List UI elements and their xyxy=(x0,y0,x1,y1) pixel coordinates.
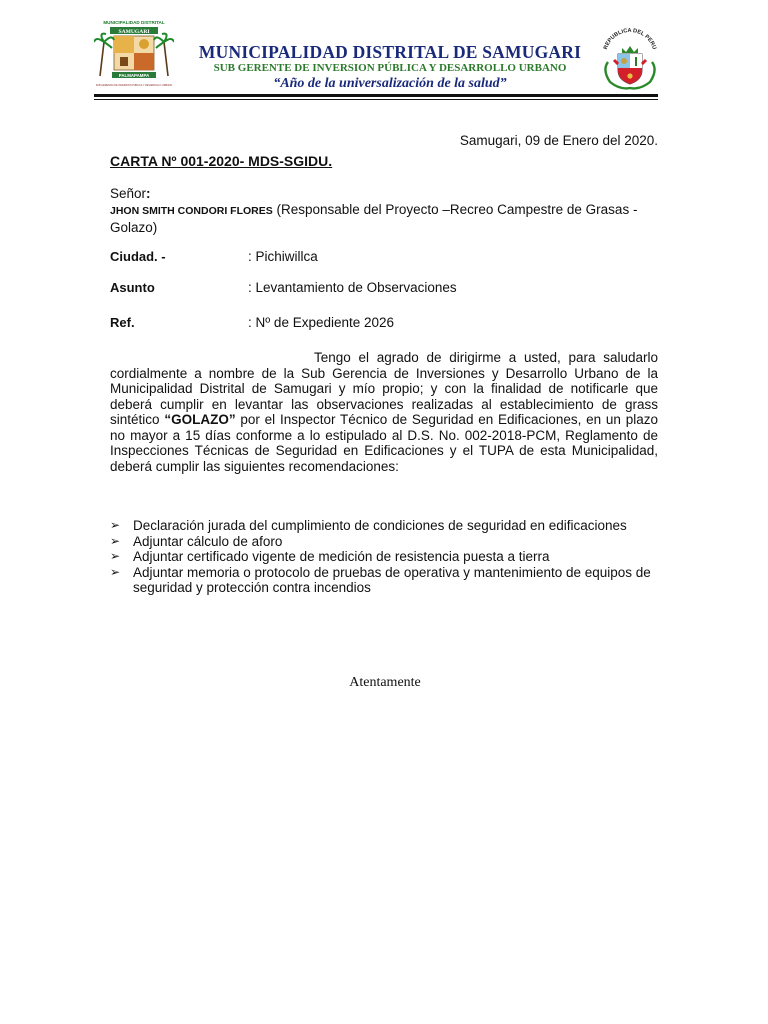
field-label-ref: Ref. xyxy=(110,315,135,330)
body-text-part1: Tengo el agrado de dirigirme a usted, para saludarlo cordialmente a nombre de la Sub Gerencia de Inversiones y Desarrollo Urbano de la Municipalidad Distrital de Samugari y mío propio; y con la finalidad de notificarle que deberá cumplir en levantar las observaciones realizadas al establecimiento de grass sintético xyxy=(110,350,658,427)
field-value-ref: : Nº de Expediente 2026 xyxy=(248,315,395,330)
list-item-text: Adjuntar cálculo de aforo xyxy=(133,533,283,549)
recipient-name: JHON SMITH CONDORI FLORES xyxy=(110,205,273,217)
field-label-asunto: Asunto xyxy=(110,280,155,295)
field-value-ciudad: : Pichiwillca xyxy=(248,249,318,264)
logo-bottom-text: PALMAPAMPA xyxy=(118,72,150,78)
body-establishment-name: “GOLAZO” xyxy=(164,412,236,427)
arrow-bullet-icon: ➢ xyxy=(110,564,121,579)
letter-reference-title: CARTA Nº 001-2020- MDS-SGIDU. xyxy=(110,153,333,169)
arrow-bullet-icon: ➢ xyxy=(110,549,121,563)
recipient-description: (Responsable del Proyecto –Recreo Campestre de Grasas - Golazo) xyxy=(110,202,638,235)
list-item-text: Declaración jurada del cumplimiento de condiciones de seguridad en edificaciones xyxy=(133,518,627,533)
seal-text: REPUBLICA DEL PERU xyxy=(602,27,658,51)
logo-banner-text: SAMUGARI xyxy=(118,28,150,35)
list-item xyxy=(110,518,658,534)
logo-footer-text: SUB GERENCIA DE INVERSION PUBLICA Y DESARROLLO URBANO xyxy=(95,84,173,87)
recommendations-list xyxy=(110,518,658,596)
letterhead-title: MUNICIPALIDAD DISTRITAL DE SAMUGARI xyxy=(198,42,582,62)
letterhead-rule-thin xyxy=(94,99,658,100)
field-value-asunto: : Levantamiento de Observaciones xyxy=(248,280,457,295)
logo-top-text: MUNICIPALIDAD DISTRITAL xyxy=(103,20,165,25)
field-label-ciudad: Ciudad. - xyxy=(110,249,166,264)
body-text-part2: por el Inspector Técnico de Seguridad en Edificaciones, en un plazo no mayor a 15 días conforme a lo estipulado al D.S. No. 002-2018-PCM, Reglamento de Inspecciones Técnicas de Seguridad en Edificaciones y el TUPA de esta Municipalidad, deberá cumplir las siguientes recomendaciones: xyxy=(110,412,659,474)
recipient-line xyxy=(110,202,658,235)
arrow-bullet-icon: ➢ xyxy=(110,518,121,532)
municipality-logo xyxy=(94,18,174,92)
letterhead-motto: “Año de la universalización de la salud” xyxy=(273,76,507,91)
closing-text: Atentamente xyxy=(349,675,421,690)
peru-coat-of-arms-seal xyxy=(598,26,662,92)
list-item-text: Adjuntar certificado vigente de medición de resistencia puesta a tierra xyxy=(133,549,550,564)
letterhead-subtitle: SUB GERENTE DE INVERSION PÚBLICA Y DESARROLLO URBANO xyxy=(213,62,567,74)
salutation xyxy=(110,186,151,202)
list-item xyxy=(110,534,658,550)
arrow-bullet-icon: ➢ xyxy=(110,533,121,548)
list-item-text: Adjuntar memoria o protocolo de pruebas de operativa y mantenimiento de equipos de seguridad y protección contra incendios xyxy=(133,564,651,595)
list-item xyxy=(110,549,658,565)
body-paragraph xyxy=(110,350,658,474)
salutation-colon: : xyxy=(146,186,151,201)
salutation-word: Señor xyxy=(110,186,147,201)
list-item xyxy=(110,565,658,596)
letterhead-rule-thick xyxy=(94,94,658,97)
date-line: Samugari, 09 de Enero del 2020. xyxy=(459,133,658,148)
